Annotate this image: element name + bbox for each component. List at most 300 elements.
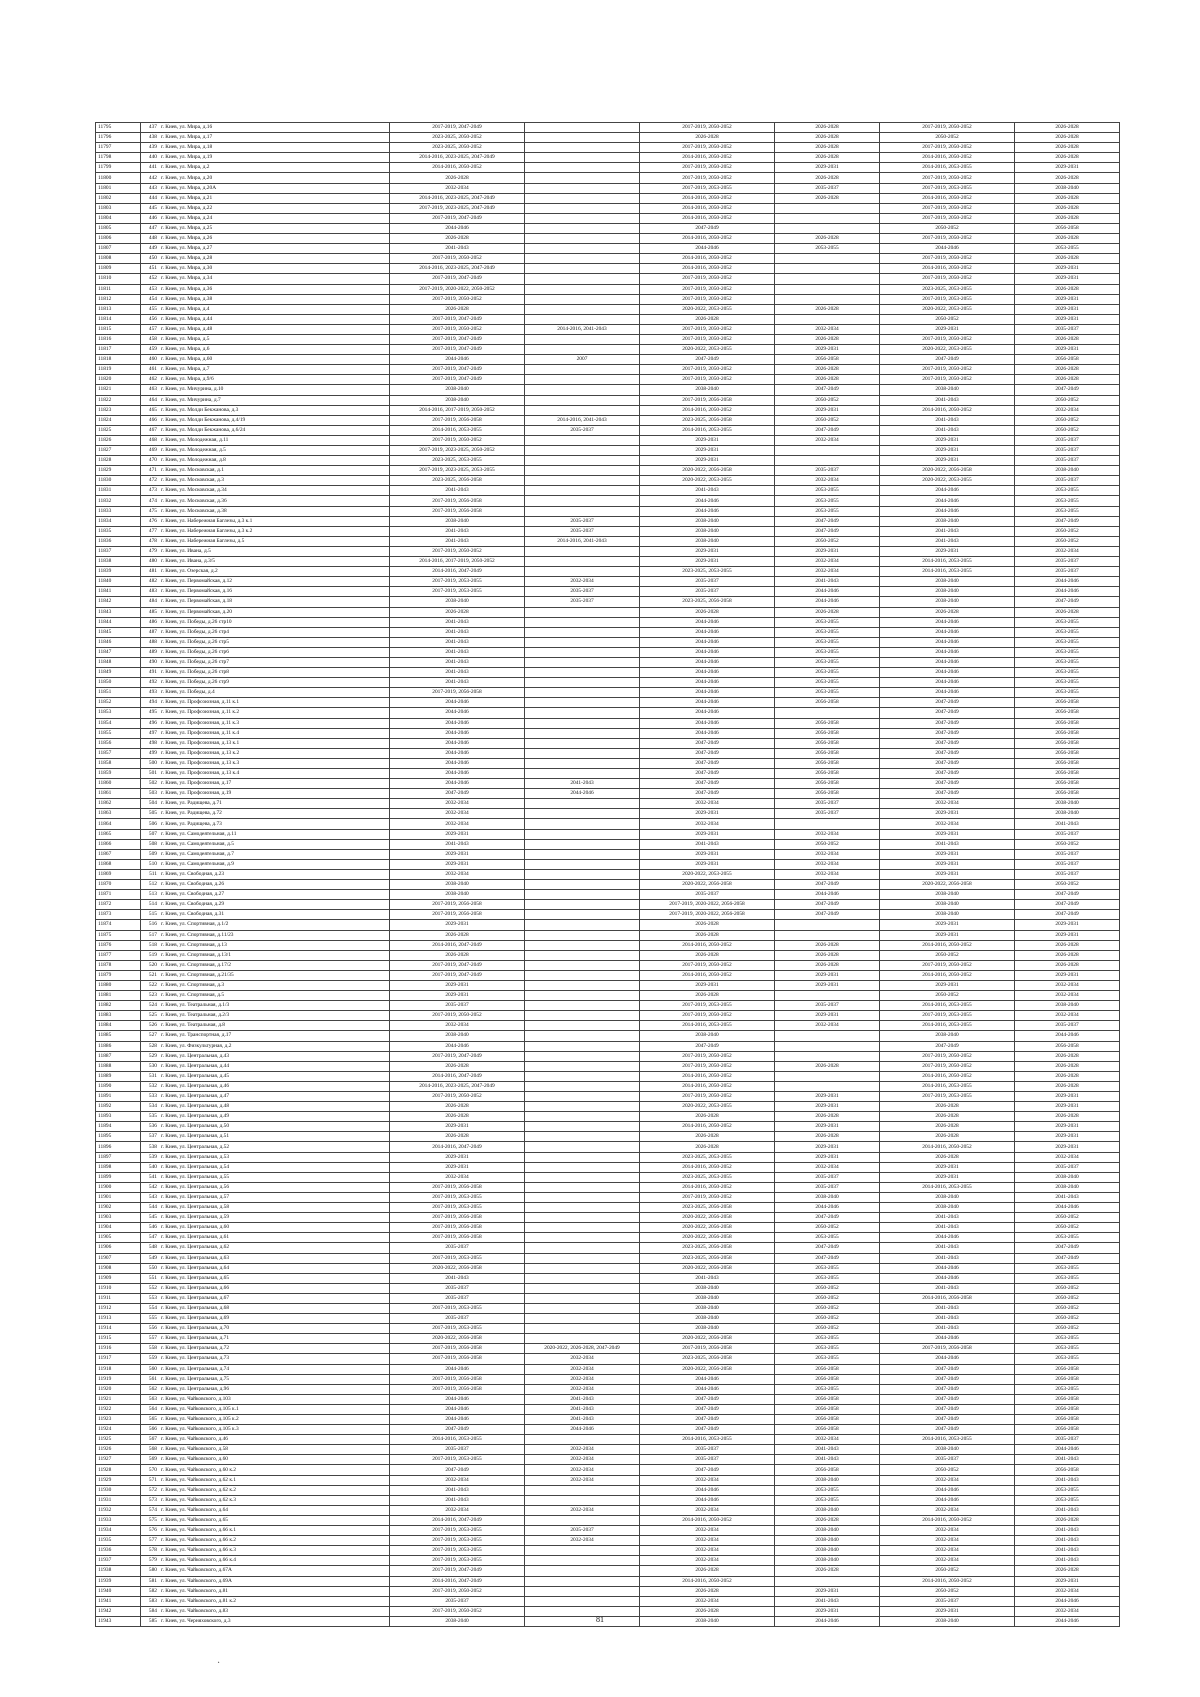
table-cell: г. Киев, ул. Чайковского, д.64 (159, 1505, 390, 1515)
table-cell: 2026-2028 (640, 1606, 775, 1616)
table-cell: 2014-2016, 2017-2019, 2050-2052 (390, 557, 525, 567)
table-cell: 2053-2055 (1015, 506, 1120, 516)
table-cell (525, 1061, 640, 1071)
table-cell: 2014-2016, 2041-2043 (525, 415, 640, 425)
table-cell: 2032-2034 (640, 1526, 775, 1536)
table-cell: 2050-2052 (880, 991, 1015, 1001)
table-row (96, 1071, 1120, 1081)
table-row (96, 607, 1120, 617)
table-cell (775, 284, 880, 294)
table-cell: г. Киев, ул. Мира, д.20А (159, 183, 390, 193)
schedule-table (95, 122, 1120, 1627)
table-cell: 2029-2031 (880, 980, 1015, 990)
table-cell: 2026-2028 (390, 607, 525, 617)
table-cell: 442 (141, 173, 160, 183)
table-cell: 2026-2028 (880, 1102, 1015, 1112)
table-cell: 526 (141, 1021, 160, 1031)
table-cell: 2047-2049 (640, 738, 775, 748)
table-cell: 2020-2022, 2053-2055 (880, 476, 1015, 486)
table-cell: 2023-2025, 2056-2058 (640, 415, 775, 425)
table-cell: 2044-2046 (640, 506, 775, 516)
table-row (96, 1273, 1120, 1283)
table-cell: 2032-2034 (525, 1465, 640, 1475)
table-cell: 2053-2055 (1015, 1495, 1120, 1505)
table-cell: 2044-2046 (775, 1616, 880, 1626)
table-cell: 2050-2052 (775, 1303, 880, 1313)
table-cell: 457 (141, 324, 160, 334)
table-cell: 2017-2019, 2056-2058 (390, 1213, 525, 1223)
table-cell: г. Киев, ул. Самодеятельная, д.5 (159, 839, 390, 849)
table-cell: 11898 (96, 1162, 141, 1172)
table-cell (525, 1071, 640, 1081)
table-cell: 2014-2016, 2050-2052 (640, 1081, 775, 1091)
table-row (96, 991, 1120, 1001)
table-cell: 11807 (96, 244, 141, 254)
table-cell: 2044-2046 (390, 738, 525, 748)
table-cell (525, 1435, 640, 1445)
table-cell: 2047-2049 (640, 769, 775, 779)
table-cell: 2047-2049 (640, 1394, 775, 1404)
table-cell: 11842 (96, 597, 141, 607)
table-cell: 563 (141, 1394, 160, 1404)
table-cell: 2023-2025, 2053-2055 (880, 284, 1015, 294)
table-row (96, 223, 1120, 233)
table-cell: г. Киев, ул. Центральная, д.43 (159, 1051, 390, 1061)
table-cell: 2029-2031 (640, 456, 775, 466)
table-cell: 2029-2031 (880, 849, 1015, 859)
table-cell: 2032-2034 (390, 1475, 525, 1485)
table-cell: г. Киев, ул. Чайковского, д.62 к.3 (159, 1495, 390, 1505)
table-cell (525, 799, 640, 809)
table-cell: 2041-2043 (525, 1404, 640, 1414)
table-cell (525, 657, 640, 667)
table-cell: 574 (141, 1505, 160, 1515)
table-cell: 2029-2031 (880, 809, 1015, 819)
table-cell: 2029-2031 (880, 1162, 1015, 1172)
table-cell (525, 496, 640, 506)
table-cell: 2050-2052 (775, 1283, 880, 1293)
table-cell: 2026-2028 (880, 607, 1015, 617)
table-cell: 2047-2049 (390, 789, 525, 799)
table-cell: 2038-2040 (390, 890, 525, 900)
table-cell: 444 (141, 193, 160, 203)
table-cell (775, 930, 880, 940)
table-cell: 2053-2055 (1015, 647, 1120, 657)
table-cell: г. Киев, ул. Набережная Баглезы, д.3 к.1 (159, 516, 390, 526)
table-cell: 2017-2019, 2050-2052 (880, 173, 1015, 183)
table-cell: 2014-2016, 2053-2055 (880, 163, 1015, 173)
table-cell: 521 (141, 970, 160, 980)
table-cell: 2044-2046 (640, 617, 775, 627)
table-cell: 2047-2049 (775, 1253, 880, 1263)
table-cell: 564 (141, 1404, 160, 1414)
table-cell: 537 (141, 1132, 160, 1142)
table-cell (525, 234, 640, 244)
table-cell: г. Киев, ул. Центральная, д.52 (159, 1142, 390, 1152)
table-cell: 2038-2040 (880, 1203, 1015, 1213)
table-cell: 504 (141, 799, 160, 809)
table-row (96, 153, 1120, 163)
table-cell (525, 1213, 640, 1223)
table-cell: 2017-2019, 2056-2058 (640, 395, 775, 405)
table-cell: 2053-2055 (775, 1344, 880, 1354)
table-cell: 2041-2043 (390, 1273, 525, 1283)
table-cell: 11861 (96, 789, 141, 799)
table-cell: 2026-2028 (1015, 203, 1120, 213)
table-cell: г. Киев, ул. Спортивная, д.5 (159, 991, 390, 1001)
table-cell: 2035-2037 (1015, 476, 1120, 486)
table-cell: 2047-2049 (880, 1364, 1015, 1374)
table-cell: 541 (141, 1172, 160, 1182)
table-cell: г. Киев, ул. Центральная, д.66 (159, 1283, 390, 1293)
table-cell: 2032-2034 (525, 1445, 640, 1455)
table-cell: 2014-2016, 2050-2052 (880, 1071, 1015, 1081)
table-cell: 11795 (96, 123, 141, 133)
table-cell: г. Киев, ул. Мира, д.4 (159, 304, 390, 314)
table-cell: 11914 (96, 1324, 141, 1334)
table-cell: 2047-2049 (880, 718, 1015, 728)
table-cell: 11906 (96, 1243, 141, 1253)
table-cell: г. Киев, ул. Центральная, д.50 (159, 1122, 390, 1132)
table-cell: 2053-2055 (1015, 627, 1120, 637)
table-cell: 2038-2040 (880, 900, 1015, 910)
table-cell (525, 637, 640, 647)
table-cell: 2014-2016, 2050-2052 (880, 153, 1015, 163)
table-cell: 11939 (96, 1576, 141, 1586)
table-cell: 2014-2016, 2053-2055 (880, 1182, 1015, 1192)
table-cell: 2029-2031 (390, 849, 525, 859)
table-cell: г. Киев, ул. Свободная, д.31 (159, 910, 390, 920)
table-cell: г. Киев, ул. Победы, д.4 (159, 688, 390, 698)
table-cell (775, 294, 880, 304)
table-cell (525, 1192, 640, 1202)
table-row (96, 698, 1120, 708)
table-cell: г. Киев, ул. Физкультурная, д.2 (159, 1041, 390, 1051)
table-cell (525, 839, 640, 849)
table-row (96, 1051, 1120, 1061)
table-cell (525, 1182, 640, 1192)
table-cell: 2032-2034 (1015, 405, 1120, 415)
table-row (96, 476, 1120, 486)
table-cell: г. Киев, ул. Мира, д.24 (159, 213, 390, 223)
table-cell: 455 (141, 304, 160, 314)
table-cell: 2035-2037 (390, 1283, 525, 1293)
table-cell: 2053-2055 (1015, 1334, 1120, 1344)
table-cell: 2044-2046 (880, 678, 1015, 688)
table-row (96, 809, 1120, 819)
table-row (96, 546, 1120, 556)
table-cell: 2044-2046 (640, 244, 775, 254)
table-cell: 2017-2019, 2050-2052 (880, 213, 1015, 223)
table-cell: 2017-2019, 2053-2055 (880, 294, 1015, 304)
table-cell: 2044-2046 (640, 657, 775, 667)
table-cell: 2017-2019, 2050-2052 (640, 1092, 775, 1102)
table-cell: 2017-2019, 2053-2055 (390, 1455, 525, 1465)
table-cell: 2038-2040 (640, 516, 775, 526)
table-cell: г. Киев, ул. Молодежная, д.8 (159, 456, 390, 466)
table-row (96, 1253, 1120, 1263)
table-cell: 2032-2034 (775, 1435, 880, 1445)
table-cell: 2026-2028 (640, 920, 775, 930)
table-cell: г. Киев, ул. Центральная, д.47 (159, 1092, 390, 1102)
table-cell: 2056-2058 (775, 728, 880, 738)
table-cell: 2041-2043 (1015, 1475, 1120, 1485)
table-cell: г. Киев, ул. Мира, д.22 (159, 203, 390, 213)
table-cell: 2041-2043 (1015, 1556, 1120, 1566)
table-cell: 2041-2043 (880, 1223, 1015, 1233)
table-cell: 2032-2034 (775, 849, 880, 859)
table-cell: 2050-2052 (880, 1465, 1015, 1475)
table-cell: 2053-2055 (1015, 657, 1120, 667)
table-cell: 2032-2034 (390, 183, 525, 193)
table-row (96, 637, 1120, 647)
table-cell (525, 1081, 640, 1091)
table-cell: 11880 (96, 980, 141, 990)
table-cell: 11888 (96, 1061, 141, 1071)
table-cell: 2032-2034 (775, 1162, 880, 1172)
table-cell: 2026-2028 (640, 1566, 775, 1576)
table-row (96, 1041, 1120, 1051)
table-row (96, 1526, 1120, 1536)
table-cell: 2026-2028 (1015, 123, 1120, 133)
table-cell: 2026-2028 (775, 375, 880, 385)
table-cell: г. Киев, ул. Центральная, д.51 (159, 1132, 390, 1142)
table-cell: 2053-2055 (1015, 1263, 1120, 1273)
table-row (96, 415, 1120, 425)
table-cell: 2032-2034 (880, 799, 1015, 809)
table-cell (525, 435, 640, 445)
table-cell: 2029-2031 (775, 345, 880, 355)
table-cell: 11919 (96, 1374, 141, 1384)
table-cell: 2056-2058 (1015, 748, 1120, 758)
table-cell: 2014-2016, 2023-2025, 2047-2049 (390, 264, 525, 274)
table-cell: 2026-2028 (1015, 607, 1120, 617)
table-cell: 2017-2019, 2047-2049 (390, 375, 525, 385)
table-cell (525, 859, 640, 869)
table-cell: 2038-2040 (390, 880, 525, 890)
table-cell: г. Киев, ул. Самодеятельная, д.11 (159, 829, 390, 839)
table-cell (525, 1495, 640, 1505)
table-cell: 458 (141, 334, 160, 344)
table-cell: 2056-2058 (775, 1415, 880, 1425)
table-cell: г. Киев, ул. Свободная, д.26 (159, 880, 390, 890)
table-cell: 2017-2019, 2050-2052 (640, 1011, 775, 1021)
table-cell: 2026-2028 (640, 314, 775, 324)
table-cell: 2026-2028 (390, 304, 525, 314)
table-cell: 523 (141, 991, 160, 1001)
table-cell: 441 (141, 163, 160, 173)
table-cell: 2029-2031 (775, 1606, 880, 1616)
table-cell (525, 456, 640, 466)
table-cell: г. Киев, ул. Радищева, д.73 (159, 819, 390, 829)
table-cell: 2053-2055 (775, 1495, 880, 1505)
table-cell (525, 930, 640, 940)
table-cell: 2041-2043 (880, 425, 1015, 435)
table-cell: 560 (141, 1364, 160, 1374)
table-cell: 2044-2046 (880, 1485, 1015, 1495)
table-cell: 2038-2040 (880, 597, 1015, 607)
table-cell: 2053-2055 (775, 657, 880, 667)
table-cell: 2035-2037 (1015, 859, 1120, 869)
table-cell: г. Киев, ул. Театральная, д.2/3 (159, 1011, 390, 1021)
table-cell: 2017-2019, 2056-2058 (390, 910, 525, 920)
table-cell: 2032-2034 (775, 829, 880, 839)
table-cell: 11854 (96, 718, 141, 728)
table-cell: 2026-2028 (775, 304, 880, 314)
table-cell (775, 1051, 880, 1061)
table-cell: 2026-2028 (775, 1132, 880, 1142)
table-cell (525, 1122, 640, 1132)
table-cell: 2020-2022, 2056-2058 (640, 1223, 775, 1233)
table-row (96, 869, 1120, 879)
table-cell: 2014-2016, 2017-2019, 2050-2052 (390, 405, 525, 415)
table-cell: 500 (141, 758, 160, 768)
table-cell: 578 (141, 1546, 160, 1556)
table-cell: 2038-2040 (640, 536, 775, 546)
table-cell: 2029-2031 (775, 1102, 880, 1112)
table-cell (525, 567, 640, 577)
table-cell: 11871 (96, 890, 141, 900)
table-cell: 2041-2043 (640, 1273, 775, 1283)
table-cell: 2041-2043 (390, 839, 525, 849)
table-cell: 2047-2049 (390, 1425, 525, 1435)
table-cell: 2017-2019, 2050-2052 (880, 123, 1015, 133)
table-row (96, 496, 1120, 506)
table-cell: 2038-2040 (640, 526, 775, 536)
table-cell: 2026-2028 (390, 1112, 525, 1122)
table-cell: 2014-2016, 2050-2052 (640, 1071, 775, 1081)
table-cell: 581 (141, 1576, 160, 1586)
table-cell: 499 (141, 748, 160, 758)
table-cell (525, 698, 640, 708)
table-cell: 11915 (96, 1334, 141, 1344)
table-cell: 11893 (96, 1112, 141, 1122)
table-cell: 11811 (96, 284, 141, 294)
table-row (96, 1324, 1120, 1334)
table-cell: 2029-2031 (880, 859, 1015, 869)
table-cell: 2026-2028 (880, 1152, 1015, 1162)
table-cell: г. Киев, ул. Центральная, д.69 (159, 1314, 390, 1324)
table-cell: г. Киев, ул. Мира, д.36 (159, 284, 390, 294)
table-cell: 11816 (96, 334, 141, 344)
table-cell: 571 (141, 1475, 160, 1485)
table-cell (775, 314, 880, 324)
table-cell: 11808 (96, 254, 141, 264)
table-row (96, 1011, 1120, 1021)
table-cell: 2029-2031 (775, 1011, 880, 1021)
table-cell: 11904 (96, 1223, 141, 1233)
table-cell: 2014-2016, 2053-2055 (640, 1021, 775, 1031)
table-cell: 2041-2043 (880, 1243, 1015, 1253)
table-cell: 463 (141, 385, 160, 395)
table-cell: 482 (141, 577, 160, 587)
table-cell: 2032-2034 (1015, 1011, 1120, 1021)
table-cell: 2047-2049 (880, 779, 1015, 789)
table-cell: 11844 (96, 617, 141, 627)
table-cell: 2044-2046 (390, 748, 525, 758)
table-cell: 2041-2043 (1015, 1505, 1120, 1515)
table-cell: 2044-2046 (880, 688, 1015, 698)
table-cell: 2038-2040 (880, 1192, 1015, 1202)
table-cell: 2017-2019, 2020-2022, 2056-2058 (640, 910, 775, 920)
table-cell (525, 365, 640, 375)
table-cell (525, 193, 640, 203)
table-cell: 506 (141, 819, 160, 829)
table-cell: 11925 (96, 1435, 141, 1445)
table-row (96, 395, 1120, 405)
table-cell: 2050-2052 (1015, 1213, 1120, 1223)
table-cell: 2029-2031 (880, 446, 1015, 456)
table-cell (525, 769, 640, 779)
table-row (96, 1102, 1120, 1112)
table-cell (525, 647, 640, 657)
table-row (96, 1203, 1120, 1213)
table-cell: 2020-2022, 2056-2058 (390, 1263, 525, 1273)
table-cell: г. Киев, ул. Спортивная, д.3 (159, 980, 390, 990)
table-cell (525, 809, 640, 819)
table-cell: 2032-2034 (390, 1505, 525, 1515)
table-cell: 2029-2031 (1015, 163, 1120, 173)
table-cell: 2017-2019, 2050-2052 (880, 1061, 1015, 1071)
table-cell: 2020-2022, 2056-2058 (640, 1233, 775, 1243)
table-cell: 2020-2022, 2056-2058 (880, 880, 1015, 890)
table-cell: 573 (141, 1495, 160, 1505)
table-cell: 2047-2049 (775, 516, 880, 526)
table-cell: 2044-2046 (880, 627, 1015, 637)
table-cell: 2026-2028 (640, 607, 775, 617)
table-cell: г. Киев, ул. Московская, д.38 (159, 506, 390, 516)
table-cell: 2026-2028 (775, 365, 880, 375)
table-cell: 2044-2046 (640, 1485, 775, 1495)
table-cell: 2026-2028 (390, 1102, 525, 1112)
table-cell: 480 (141, 557, 160, 567)
table-cell: 2029-2031 (1015, 1092, 1120, 1102)
table-cell (525, 183, 640, 193)
table-cell: 2035-2037 (1015, 446, 1120, 456)
table-cell (525, 385, 640, 395)
table-row (96, 1112, 1120, 1122)
table-cell: 477 (141, 526, 160, 536)
table-cell: 11817 (96, 345, 141, 355)
table-cell: 11822 (96, 395, 141, 405)
table-cell: 2029-2031 (1015, 1132, 1120, 1142)
table-row (96, 264, 1120, 274)
table-row (96, 1425, 1120, 1435)
table-cell: 2023-2025, 2053-2055 (640, 1172, 775, 1182)
table-cell: 2044-2046 (640, 496, 775, 506)
table-cell: 11886 (96, 1041, 141, 1051)
table-row (96, 557, 1120, 567)
table-cell: 2047-2049 (880, 1394, 1015, 1404)
table-cell: 2014-2016, 2053-2055 (640, 1435, 775, 1445)
table-row (96, 1293, 1120, 1303)
table-cell: 2053-2055 (775, 1263, 880, 1273)
table-cell: 11820 (96, 375, 141, 385)
table-cell (525, 334, 640, 344)
table-cell: 2044-2046 (640, 708, 775, 718)
table-cell: 2038-2040 (880, 587, 1015, 597)
table-cell: 2044-2046 (390, 223, 525, 233)
table-cell: 2047-2049 (880, 1404, 1015, 1414)
table-cell: 2017-2019, 2047-2049 (390, 970, 525, 980)
table-cell (525, 668, 640, 678)
table-cell: 2017-2019, 2050-2052 (390, 1092, 525, 1102)
table-cell: 2029-2031 (640, 980, 775, 990)
table-cell: 2047-2049 (880, 1415, 1015, 1425)
table-cell: 2014-2016, 2041-2043 (525, 324, 640, 334)
table-cell: 11936 (96, 1546, 141, 1556)
table-cell: 2017-2019, 2053-2055 (390, 1526, 525, 1536)
